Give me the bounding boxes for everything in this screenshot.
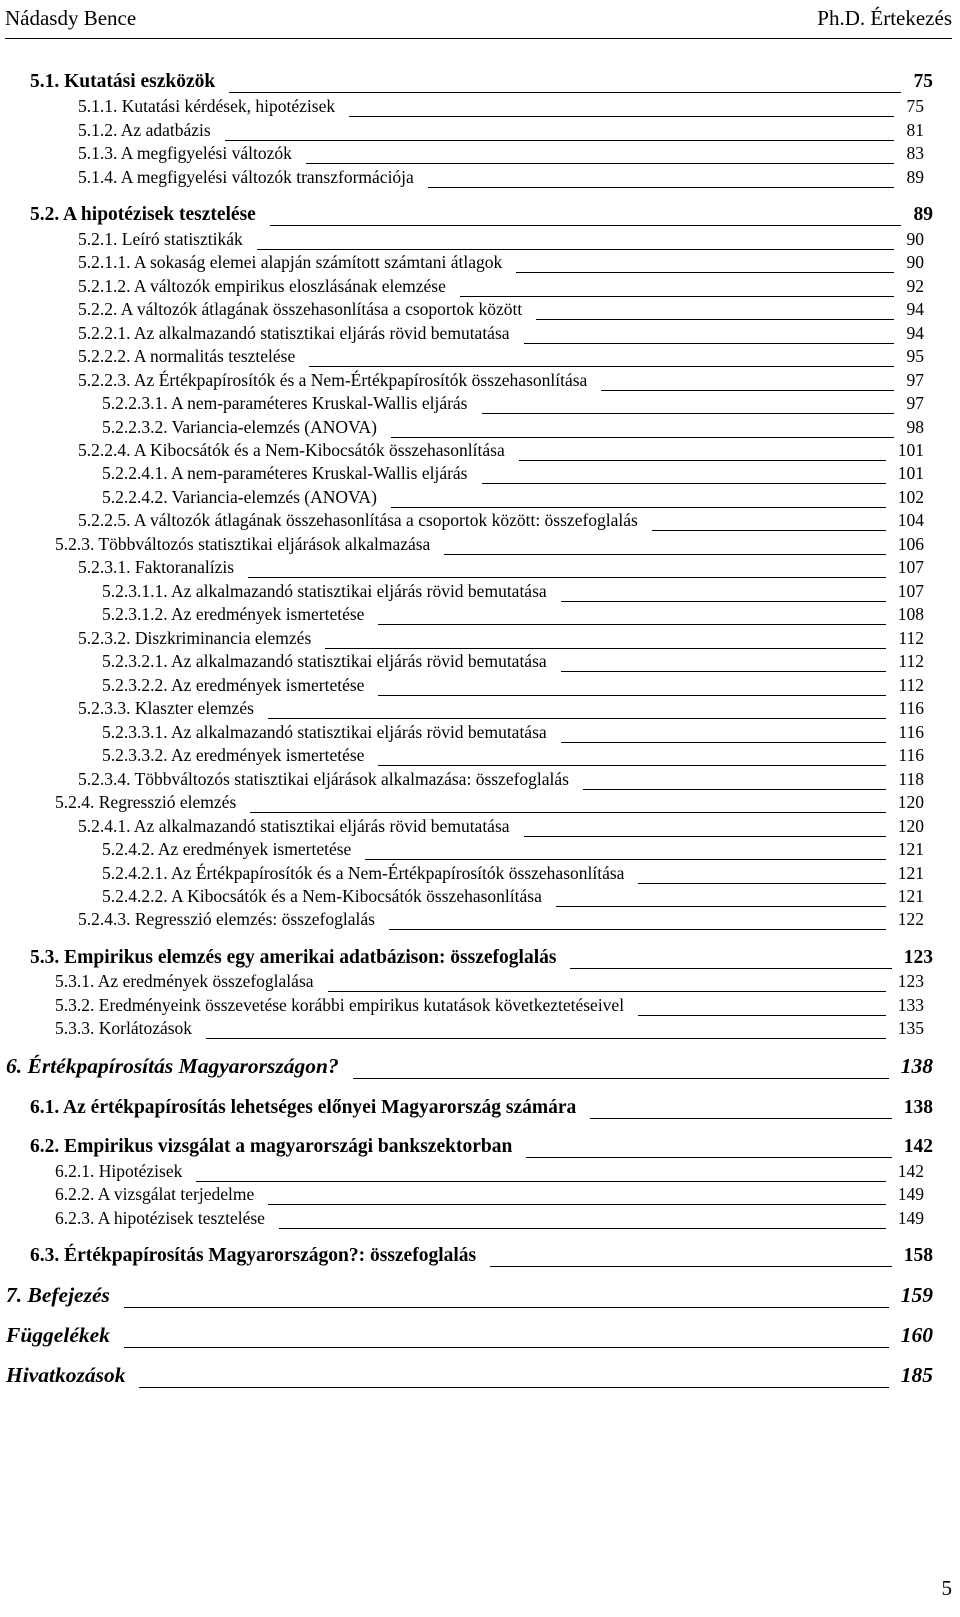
toc-entry-page: 123	[903, 947, 933, 968]
toc-leader-line	[482, 413, 894, 414]
toc-entry-title: 5.3.3. Korlátozások	[55, 1018, 193, 1038]
toc-entry-page: 108	[897, 604, 924, 624]
toc-entry-title: 6.2. Empirikus vizsgálat a magyarországi bankszektorban	[30, 1136, 513, 1157]
toc-entry-page: 121	[897, 839, 924, 859]
toc-entry[interactable]	[78, 250, 924, 276]
toc-entry[interactable]	[102, 391, 924, 417]
toc-entry[interactable]	[78, 344, 924, 370]
toc-entry-page: 121	[897, 863, 924, 883]
toc-entry-page: 94	[906, 299, 924, 319]
toc-entry-title: 6.2.1. Hipotézisek	[55, 1161, 183, 1181]
toc-leader-line	[349, 116, 894, 117]
toc-entry-title: 5.2.2.2. A normalitás tesztelése	[78, 346, 296, 366]
toc-entry[interactable]	[55, 1016, 924, 1042]
toc-entry-page: 94	[906, 323, 924, 343]
toc-entry-title: 5.3.1. Az eredmények összefoglalása	[55, 971, 314, 991]
toc-entry-title: 5.1.3. A megfigyelési változók	[78, 143, 292, 163]
toc-entry-page: 142	[903, 1136, 933, 1157]
toc-entry-page: 122	[897, 909, 924, 929]
header-doc-type: Ph.D. Értekezés	[817, 6, 952, 30]
toc-leader-line	[482, 483, 886, 484]
toc-entry[interactable]	[30, 1135, 933, 1161]
toc-entry[interactable]	[78, 696, 924, 722]
toc-entry-title: 5.2.4.2.1. Az Értékpapírosítók és a Nem-Értékpapírosítók összehasonlítása	[102, 863, 625, 883]
toc-entry[interactable]	[78, 508, 924, 534]
header-author: Nádasdy Bence	[5, 6, 137, 30]
toc-entry-title: 6.2.3. A hipotézisek tesztelése	[55, 1208, 265, 1228]
toc-entry-title: 5.2.2.3.1. A nem-paraméteres Kruskal-Wallis eljárás	[102, 393, 468, 413]
toc-leader-line	[229, 92, 901, 93]
toc-leader-line	[124, 1347, 889, 1348]
toc-entry-page: 149	[897, 1184, 924, 1204]
toc-entry-page: 121	[897, 886, 924, 906]
toc-entry-title: 5.2.3.3.2. Az eredmények ismertetése	[102, 745, 365, 765]
toc-entry-page: 185	[900, 1363, 933, 1387]
toc-leader-line	[516, 272, 894, 273]
toc-entry-page: 112	[898, 628, 924, 648]
toc-entry-title: 5.1. Kutatási eszközök	[30, 71, 216, 92]
toc-entry-page: 83	[906, 143, 924, 163]
toc-entry[interactable]	[6, 1285, 933, 1311]
toc-entry[interactable]	[78, 907, 924, 933]
toc-entry-page: 90	[906, 229, 924, 249]
toc-entry-page: 112	[898, 651, 924, 671]
toc-entry-page: 112	[898, 675, 924, 695]
toc-entry-title: 5.2.3.1.2. Az eredmények ismertetése	[102, 604, 365, 624]
toc-entry-page: 97	[906, 370, 924, 390]
toc-entry-title: 5.2.2.5. A változók átlagának összehasonlítása a csoportok között: összefoglalás	[78, 510, 638, 530]
toc-entry-page: 97	[906, 393, 924, 413]
toc-entry-page: 159	[900, 1283, 933, 1307]
toc-entry-title: 5.2.2. A változók átlagának összehasonlítása a csoportok között	[78, 299, 523, 319]
toc-entry[interactable]	[102, 602, 924, 628]
toc-entry[interactable]	[78, 165, 924, 191]
toc-entry[interactable]	[6, 1056, 933, 1082]
toc-entry-page: 95	[906, 346, 924, 366]
toc-entry[interactable]	[6, 1325, 933, 1351]
toc-entry[interactable]	[102, 649, 924, 675]
toc-entry-title: Függelékek	[6, 1323, 110, 1347]
toc-entry-title: 5.2.3.2.2. Az eredmények ismertetése	[102, 675, 365, 695]
toc-entry[interactable]	[78, 297, 924, 323]
toc-entry-title: 5.2.2.4.2. Variancia-elemzés (ANOVA)	[102, 487, 377, 507]
toc-entry[interactable]	[55, 1182, 924, 1208]
toc-entry-title: 5.2. A hipotézisek tesztelése	[30, 204, 256, 225]
toc-entry-title: 7. Befejezés	[6, 1283, 110, 1307]
toc-entry-title: 5.2.4.3. Regresszió elemzés: összefoglalás	[78, 909, 375, 929]
toc-entry-title: 5.2.4. Regresszió elemzés	[55, 792, 237, 812]
toc-entry-page: 102	[897, 487, 924, 507]
toc-entry-title: 5.2.3. Többváltozós statisztikai eljárások alkalmazása	[55, 534, 431, 554]
toc-entry-page: 98	[906, 417, 924, 437]
toc-entry-title: Hivatkozások	[6, 1363, 126, 1387]
toc-entry-page: 107	[897, 581, 924, 601]
toc-entry-title: 6.1. Az értékpapírosítás lehetséges előnyei Magyarország számára	[30, 1097, 577, 1118]
toc-entry-page: 120	[897, 792, 924, 812]
toc-leader-line	[248, 577, 886, 578]
toc-leader-line	[328, 991, 886, 992]
page-number: 5	[941, 1576, 952, 1600]
toc-leader-line	[279, 1228, 886, 1229]
toc-entry-page: 116	[898, 745, 924, 765]
toc-leader-line	[306, 163, 894, 164]
toc-entry-title: 5.2.3.2.1. Az alkalmazandó statisztikai eljárás rövid bemutatása	[102, 651, 547, 671]
toc-leader-line	[268, 718, 886, 719]
toc-entry-title: 5.2.4.1. Az alkalmazandó statisztikai eljárás rövid bemutatása	[78, 816, 510, 836]
toc-entry-title: 5.2.1.1. A sokaság elemei alapján számított számtani átlagok	[78, 252, 503, 272]
toc-entry-title: 5.3.2. Eredményeink összevetése korábbi empirikus kutatások következtetéseivel	[55, 995, 625, 1015]
toc-entry[interactable]	[30, 1096, 933, 1122]
toc-entry-title: 5.1.2. Az adatbázis	[78, 120, 211, 140]
toc-leader-line	[250, 812, 886, 813]
toc-leader-line	[124, 1307, 889, 1308]
toc-entry-page: 135	[897, 1018, 924, 1038]
toc-entry-title: 5.1.1. Kutatási kérdések, hipotézisek	[78, 96, 336, 116]
toc-entry[interactable]	[78, 141, 924, 167]
toc-entry-page: 160	[900, 1323, 933, 1347]
toc-entry-page: 101	[897, 463, 924, 483]
toc-entry[interactable]	[102, 837, 924, 863]
toc-entry-page: 142	[897, 1161, 924, 1181]
toc-entry-page: 104	[897, 510, 924, 530]
toc-entry-title: 5.1.4. A megfigyelési változók transzformációja	[78, 167, 414, 187]
toc-entry-title: 6.3. Értékpapírosítás Magyarországon?: összefoglalás	[30, 1245, 477, 1266]
toc-entry-page: 107	[897, 557, 924, 577]
toc-entry-title: 5.2.1. Leíró statisztikák	[78, 229, 243, 249]
toc-entry-title: 6. Értékpapírosítás Magyarországon?	[6, 1054, 339, 1078]
toc-entry-page: 75	[906, 96, 924, 116]
toc-entry-page: 138	[900, 1054, 933, 1078]
toc-leader-line	[353, 1078, 889, 1079]
toc-entry-page: 89	[906, 167, 924, 187]
toc-entry-page: 118	[898, 769, 924, 789]
toc-leader-line	[268, 1204, 886, 1205]
toc-leader-line	[590, 1118, 892, 1119]
toc-entry-title: 5.3. Empirikus elemzés egy amerikai adatbázison: összefoglalás	[30, 947, 557, 968]
toc-entry-title: 5.2.3.3. Klaszter elemzés	[78, 698, 254, 718]
toc-leader-line	[652, 530, 886, 531]
toc-entry-title: 5.2.3.2. Diszkriminancia elemzés	[78, 628, 312, 648]
toc-entry-page: 90	[906, 252, 924, 272]
toc-entry-page: 106	[897, 534, 924, 554]
toc-leader-line	[561, 671, 886, 672]
toc-entry-page: 101	[897, 440, 924, 460]
toc-entry[interactable]	[102, 743, 924, 769]
toc-entry-page: 133	[897, 995, 924, 1015]
toc-leader-line	[490, 1266, 892, 1267]
toc-entry[interactable]	[78, 94, 924, 120]
toc-entry[interactable]	[55, 1206, 924, 1232]
toc-entry-title: 5.2.3.1.1. Az alkalmazandó statisztikai eljárás rövid bemutatása	[102, 581, 547, 601]
toc-entry-page: 120	[897, 816, 924, 836]
toc-entry-title: 5.2.2.4. A Kibocsátók és a Nem-Kibocsátók összehasonlítása	[78, 440, 505, 460]
toc-entry-title: 5.2.4.2. Az eredmények ismertetése	[102, 839, 352, 859]
toc-entry-page: 149	[897, 1208, 924, 1228]
toc-entry-page: 75	[913, 71, 933, 92]
toc-entry[interactable]	[55, 790, 924, 816]
toc-entry-page: 81	[906, 120, 924, 140]
toc-entry[interactable]	[30, 70, 933, 96]
toc-entry[interactable]	[30, 1244, 933, 1270]
toc-leader-line	[378, 624, 886, 625]
toc-entry-page: 92	[906, 276, 924, 296]
toc-leader-line	[389, 929, 886, 930]
toc-entry-title: 5.2.4.2.2. A Kibocsátók és a Nem-Kibocsátók összehasonlítása	[102, 886, 542, 906]
toc-entry-title: 5.2.2.1. Az alkalmazandó statisztikai eljárás rövid bemutatása	[78, 323, 510, 343]
toc-entry-title: 5.2.3.3.1. Az alkalmazandó statisztikai eljárás rövid bemutatása	[102, 722, 547, 742]
toc-leader-line	[365, 859, 886, 860]
toc-entry-page: 138	[903, 1097, 933, 1118]
toc-entry-page: 158	[903, 1245, 933, 1266]
toc-leader-line	[378, 765, 886, 766]
toc-entry-title: 5.2.1.2. A változók empirikus eloszlásának elemzése	[78, 276, 446, 296]
toc-leader-line	[536, 319, 894, 320]
toc-leader-line	[139, 1387, 889, 1388]
toc-entry-page: 116	[898, 722, 924, 742]
toc-leader-line	[526, 1157, 892, 1158]
toc-leader-line	[270, 225, 901, 226]
toc-entry[interactable]	[30, 203, 933, 229]
toc-entry[interactable]	[102, 461, 924, 487]
toc-entry[interactable]	[55, 969, 924, 995]
toc-entry-title: 6.2.2. A vizsgálat terjedelme	[55, 1184, 255, 1204]
toc-leader-line	[428, 187, 894, 188]
toc-entry-title: 5.2.2.3. Az Értékpapírosítók és a Nem-Értékpapírosítók összehasonlítása	[78, 370, 588, 390]
toc-leader-line	[309, 366, 894, 367]
toc-entry-page: 123	[897, 971, 924, 991]
toc-entry-title: 5.2.3.1. Faktoranalízis	[78, 557, 235, 577]
running-header	[5, 4, 952, 39]
toc-leader-line	[206, 1038, 886, 1039]
toc-entry[interactable]	[78, 555, 924, 581]
toc-entry-title: 5.2.2.3.2. Variancia-elemzés (ANOVA)	[102, 417, 377, 437]
toc-entry-page: 116	[898, 698, 924, 718]
toc-entry-title: 5.2.3.4. Többváltozós statisztikai eljárások alkalmazása: összefoglalás	[78, 769, 569, 789]
toc-entry-title: 5.2.2.4.1. A nem-paraméteres Kruskal-Wallis eljárás	[102, 463, 468, 483]
toc-entry-page: 89	[913, 204, 933, 225]
toc-entry[interactable]	[6, 1365, 933, 1391]
